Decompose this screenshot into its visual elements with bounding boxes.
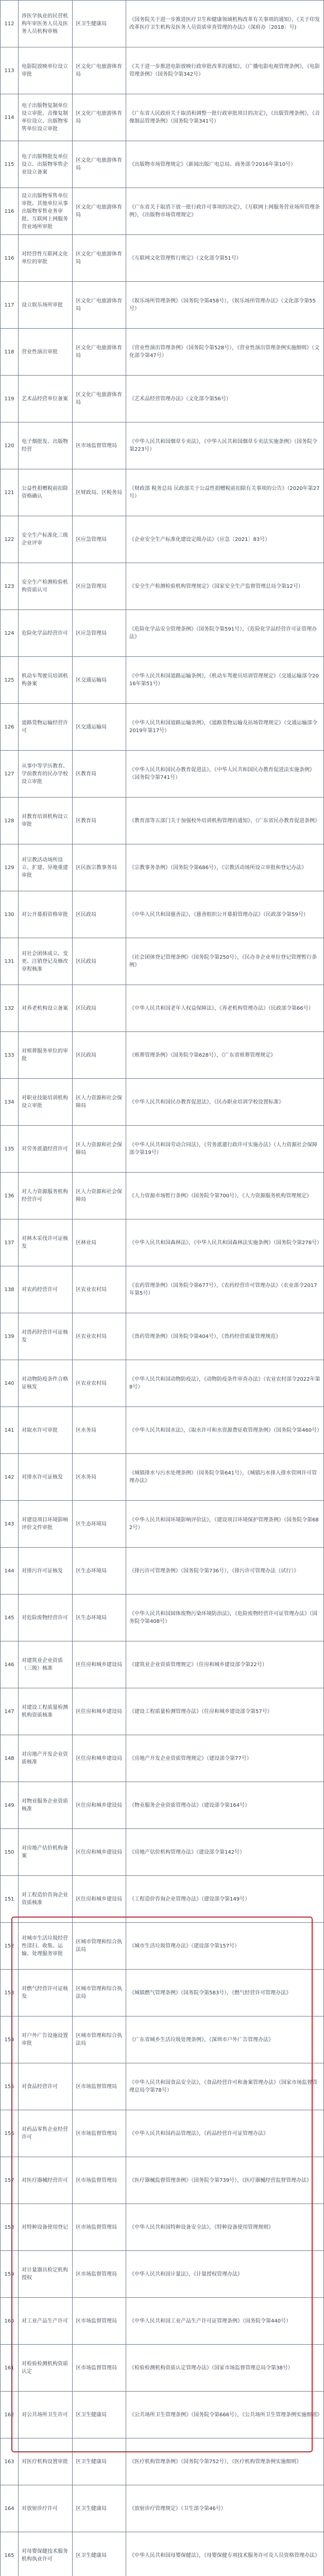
row-item-name: 安全生产检测检验机构资质认可: [19, 563, 73, 610]
row-item-name: 对教育培训机构设立审批: [19, 798, 73, 844]
table-row: [1, 47, 324, 94]
row-legal-basis: 《营业性演出管理条例》（国务院令第528号），《营业性演出管理条例实施细则》（文化部令第47号）: [126, 329, 324, 376]
table-row: [1, 1782, 324, 1829]
table-row: [1, 469, 324, 516]
row-item-name: 对医疗机构设置审批: [19, 2438, 73, 2485]
table-row: [1, 1501, 324, 1548]
row-item-name: 对燃气经营许可证核发: [19, 1970, 73, 2016]
row-department: 区文化广电旅游体育局: [73, 94, 126, 141]
row-item-name: 对危险废物经营许可: [19, 1595, 73, 1641]
row-department: 区应急管理局: [73, 563, 126, 610]
row-legal-basis: 《医疗器械监督管理条例》（国务院令第739号），《医疗器械经营监督管理办法》: [126, 2157, 324, 2204]
row-item-name: 对城市生活垃圾经营性清扫、收集、运输、处理服务审批: [19, 1923, 73, 1970]
row-item-name: 对医疗器械经营许可: [19, 2157, 73, 2204]
row-department: 区文化广电旅游体育局: [73, 47, 126, 94]
row-department: 区交通运输局: [73, 704, 126, 751]
row-department: 区人力资源和社会保障局: [73, 1173, 126, 1219]
row-legal-basis: 《宗教事务条例》（国务院令第686号），《宗教活动场所设立审批和登记办法》: [126, 844, 324, 891]
row-item-name: 对林木采伐许可证核发: [19, 1219, 73, 1266]
table-row: [1, 235, 324, 282]
row-item-name: 对殡葬服务单位的审批: [19, 1032, 73, 1079]
row-legal-basis: 《中华人民共和国母婴保健法》，《母婴保健专项技术服务许可及人员资格管理办法》: [126, 2532, 324, 2576]
table-row: [1, 516, 324, 563]
table-row: [1, 2016, 324, 2063]
table-row: [1, 2392, 324, 2438]
row-legal-basis: 《中华人民共和国药品管理法》，《药品经营许可证管理办法》: [126, 2110, 324, 2157]
row-legal-basis: 《互联网文化管理暂行规定》（文化部令第51号）: [126, 235, 324, 282]
row-legal-basis: 《娱乐场所管理条例》（国务院令第458号），《娱乐场所管理办法》（文化部令第55号）: [126, 282, 324, 329]
row-legal-basis: 《公共场所卫生管理条例》（国务院令第666号），《公共场所卫生管理条例实施细则》: [126, 2392, 324, 2438]
row-department: 区文化广电旅游体育局: [73, 188, 126, 235]
row-department: 区市场监督管理局: [73, 2251, 126, 2298]
row-item-name: 从事中等学历教育、学前教育的民办学校设立审批: [19, 751, 73, 798]
table-row: [1, 1641, 324, 1688]
table-row: [1, 188, 324, 235]
row-item-name: 对房地产开发企业资质核准: [19, 1735, 73, 1782]
row-department: 区水务局: [73, 1407, 126, 1454]
row-item-name: 电子出版物复制单位设立审批、音像复制单位设立、出版物零售单位设立审批: [19, 94, 73, 141]
row-number: 148: [1, 1735, 19, 1782]
row-number: 165: [1, 2532, 19, 2576]
row-number: 122: [1, 516, 19, 563]
row-legal-basis: 《中华人民共和国计量法》，《计量授权管理办法》: [126, 2251, 324, 2298]
row-legal-basis: 《中华人民共和国动物防疫法》，《动物防疫条件审查办法》（农业农村部令2022年第8号）: [126, 1360, 324, 1407]
table-row: [1, 1688, 324, 1735]
row-item-name: 对计量器具检定机构授权: [19, 2251, 73, 2298]
row-legal-basis: 《殡葬管理条例》（国务院令第628号），《广东省殡葬管理规定》: [126, 1032, 324, 1079]
row-item-name: 对排水许可证核发: [19, 1454, 73, 1501]
row-department: 区文化广电旅游体育局: [73, 376, 126, 422]
row-number: 126: [1, 704, 19, 751]
row-department: 区农业农村局: [73, 1360, 126, 1407]
row-legal-basis: 《物业服务企业资质管理办法》（建设部令第164号）: [126, 1782, 324, 1829]
table-row: [1, 704, 324, 751]
row-legal-basis: 《中华人民共和国工业产品生产许可证管理条例》（国务院令第440号）: [126, 2298, 324, 2345]
row-number: 133: [1, 1032, 19, 1079]
row-legal-basis: 《房地产估价机构管理办法》（建设部令第142号）: [126, 1829, 324, 1876]
row-item-name: 对宗教活动场所设立、扩建、异地重建审批: [19, 844, 73, 891]
row-department: 区文化广电旅游体育局: [73, 235, 126, 282]
row-number: 150: [1, 1829, 19, 1876]
row-number: 131: [1, 938, 19, 985]
row-number: 162: [1, 2392, 19, 2438]
row-department: 区市场监督管理局: [73, 2110, 126, 2157]
row-item-name: 设立娱乐场所审批: [19, 282, 73, 329]
row-number: 125: [1, 657, 19, 704]
row-department: 区应急管理局: [73, 516, 126, 563]
row-department: 区生态环境局: [73, 1501, 126, 1548]
table-row: [1, 1829, 324, 1876]
row-department: 区住房和城乡建设局: [73, 1876, 126, 1923]
table-row: [1, 282, 324, 329]
row-item-name: 营业性演出审批: [19, 329, 73, 376]
row-number: 115: [1, 141, 19, 188]
row-department: 区卫生健康局: [73, 2438, 126, 2485]
row-legal-basis: 《艺术品经营管理办法》（文化部令第56号）: [126, 376, 324, 422]
row-department: 区人力资源和社会保障局: [73, 1079, 126, 1126]
row-item-name: 对工业产品生产许可: [19, 2298, 73, 2345]
table-row: [1, 563, 324, 610]
table-row: [1, 1970, 324, 2016]
table-row: [1, 2298, 324, 2345]
row-department: 区民政局: [73, 985, 126, 1032]
row-legal-basis: 《财政部 税务总局 民政部关于公益性捐赠税前扣除有关事项的公告》（2020年第27号）: [126, 469, 324, 516]
row-department: 区城市管理和综合执法局: [73, 1970, 126, 2016]
row-number: 138: [1, 1266, 19, 1313]
row-number: 155: [1, 2063, 19, 2110]
row-legal-basis: 《医疗机构管理条例》（国务院令第752号），《医疗机构管理条例实施细则》: [126, 2438, 324, 2485]
row-legal-basis: 《危险化学品安全管理条例》（国务院令第591号），《危险化学品经营许可证管理办法》: [126, 610, 324, 657]
row-legal-basis: 《关于进一步推进电影放映行政审批改革的通知》，《广播电影电视管理条例》，《电影管理条例》（国务院令第342号）: [126, 47, 324, 94]
row-item-name: 对兽药经营许可证核发: [19, 1313, 73, 1360]
row-department: 区文化广电旅游体育局: [73, 329, 126, 376]
table-row: [1, 891, 324, 938]
table-row: [1, 938, 324, 985]
table-row: [1, 141, 324, 188]
row-department: 区教育局: [73, 798, 126, 844]
row-legal-basis: 《兽药管理条例》（国务院令第404号），《兽药经营质量管理规范》: [126, 1313, 324, 1360]
table-row: [1, 1126, 324, 1173]
row-number: 158: [1, 2204, 19, 2251]
row-item-name: 对公开募捐资格审批: [19, 891, 73, 938]
row-number: 134: [1, 1079, 19, 1126]
row-legal-basis: 《放射诊疗管理规定》（卫生部令第46号）: [126, 2485, 324, 2532]
row-department: 区卫生健康局: [73, 2532, 126, 2576]
row-department: 区生态环境局: [73, 1595, 126, 1641]
row-number: 118: [1, 329, 19, 376]
row-item-name: 对取水许可审批: [19, 1407, 73, 1454]
table-row: [1, 844, 324, 891]
row-item-name: 对物业服务企业资质核准: [19, 1782, 73, 1829]
row-department: 区城市管理和综合执法局: [73, 1923, 126, 1970]
row-legal-basis: 《建设工程质量检测管理办法》（住房和城乡建设部令第57号）: [126, 1688, 324, 1735]
table-row: [1, 94, 324, 141]
table-row: [1, 610, 324, 657]
row-number: 124: [1, 610, 19, 657]
table-row: [1, 1735, 324, 1782]
row-legal-basis: 《工程造价咨询企业管理办法》（建设部令第149号）: [126, 1876, 324, 1923]
table-row: [1, 1266, 324, 1313]
row-item-name: 电影院放映单位设立审批: [19, 47, 73, 94]
row-number: 146: [1, 1641, 19, 1688]
row-legal-basis: 《出版物市场管理规定》（新闻出版广电总局、商务部令2016年第10号）: [126, 141, 324, 188]
row-department: 区教育局: [73, 751, 126, 798]
row-number: 137: [1, 1219, 19, 1266]
row-item-name: 对动物防疫条件合格证核发: [19, 1360, 73, 1407]
row-number: 149: [1, 1782, 19, 1829]
row-item-name: 艺术品经营单位备案: [19, 376, 73, 422]
row-number: 136: [1, 1173, 19, 1219]
row-department: 区住房和城乡建设局: [73, 1829, 126, 1876]
table-row: [1, 1313, 324, 1360]
row-legal-basis: 《安全生产检测检验机构管理规定》（国家安全生产监督管理总局令第12号）: [126, 563, 324, 610]
row-item-name: 设立出版物零售单位审批、其他单位从事出版物零售业务审批、互联网上网服务营业场所审批: [19, 188, 73, 235]
table-row: [1, 751, 324, 798]
row-number: 159: [1, 2251, 19, 2298]
row-department: 区民政局: [73, 891, 126, 938]
row-number: 113: [1, 47, 19, 94]
table-row: [1, 1173, 324, 1219]
row-item-name: 对养老机构设立备案: [19, 985, 73, 1032]
row-legal-basis: 《中华人民共和国道路运输条例》，《机动车驾驶员培训管理规定》（交通运输部令2016年第51号）: [126, 657, 324, 704]
row-number: 117: [1, 282, 19, 329]
table-row: [1, 2251, 324, 2298]
row-department: 区生态环境局: [73, 1548, 126, 1595]
row-legal-basis: 《农药管理条例》（国务院令第677号），《农药经营许可管理办法》（农业部令2017年第5号）: [126, 1266, 324, 1313]
row-legal-basis: 《城镇燃气管理条例》（国务院令第583号），《燃气经营许可管理办法》: [126, 1970, 324, 2016]
row-legal-basis: 《社会团体登记管理条例》（国务院令第250号），《民办非企业单位登记管理暂行条例》: [126, 938, 324, 985]
row-department: 区市场监督管理局: [73, 422, 126, 469]
row-legal-basis: 《中华人民共和国道路运输条例》，《道路货物运输及站场管理规定》（交通运输部令2019年第17号）: [126, 704, 324, 751]
row-number: 160: [1, 2298, 19, 2345]
row-number: 127: [1, 751, 19, 798]
table-row: [1, 2204, 324, 2251]
row-item-name: 对公共场所卫生许可: [19, 2392, 73, 2438]
row-department: 区农业农村局: [73, 1313, 126, 1360]
row-item-name: 对特种设备使用登记: [19, 2204, 73, 2251]
row-legal-basis: 《房地产开发企业资质管理规定》（建设部令第77号）: [126, 1735, 324, 1782]
row-department: 区民族宗教事务局: [73, 844, 126, 891]
row-number: 141: [1, 1407, 19, 1454]
row-number: 156: [1, 2110, 19, 2157]
row-item-name: 对食品经营许可: [19, 2063, 73, 2110]
row-department: 区住房和城乡建设局: [73, 1641, 126, 1688]
row-number: 151: [1, 1876, 19, 1923]
row-department: 区城市管理和综合执法局: [73, 2016, 126, 2063]
row-department: 区住房和城乡建设局: [73, 1782, 126, 1829]
row-number: 139: [1, 1313, 19, 1360]
table-body: [1, 1, 324, 2576]
row-item-name: 对药品零售企业经营许可: [19, 2110, 73, 2157]
row-item-name: 危险化学品经营许可: [19, 610, 73, 657]
row-number: 140: [1, 1360, 19, 1407]
table-row: [1, 2485, 324, 2532]
row-item-name: 对排污许可证核发: [19, 1548, 73, 1595]
row-legal-basis: 《建筑业企业资质管理规定》（住房和城乡建设部令第22号）: [126, 1641, 324, 1688]
row-number: 161: [1, 2345, 19, 2392]
row-legal-basis: 《中华人民共和国固体废物污染环境防治法》，《危险废物经营许可证管理办法》（国务院令第408号）: [126, 1595, 324, 1641]
row-number: 145: [1, 1595, 19, 1641]
row-item-name: 对农药经营许可: [19, 1266, 73, 1313]
row-legal-basis: 《中华人民共和国民办教育促进法》，《民办职业培训学校设置标准》: [126, 1079, 324, 1126]
row-number: 119: [1, 376, 19, 422]
row-department: 区林业局: [73, 1219, 126, 1266]
row-department: 区交通运输局: [73, 657, 126, 704]
row-legal-basis: 《中华人民共和国水法》，《取水许可和水资源费征收管理条例》（国务院令第460号）: [126, 1407, 324, 1454]
row-item-name: 对放射诊疗许可: [19, 2485, 73, 2532]
row-item-name: 对建设工程质量检测机构资质核准: [19, 1688, 73, 1735]
row-number: 128: [1, 798, 19, 844]
row-item-name: 机动车驾驶员培训机构备案: [19, 657, 73, 704]
row-department: 区人力资源和社会保障局: [73, 1126, 126, 1173]
row-department: 区卫生健康局: [73, 1, 126, 47]
row-number: 116: [1, 188, 19, 235]
row-number: 164: [1, 2485, 19, 2532]
table-row: [1, 985, 324, 1032]
row-department: 区市场监督管理局: [73, 2204, 126, 2251]
row-item-name: 电子烟批发、出版物经营: [19, 422, 73, 469]
row-department: 区财政局、区税务局: [73, 469, 126, 516]
row-number: 112: [1, 1, 19, 47]
row-department: 区市场监督管理局: [73, 2345, 126, 2392]
table-row: [1, 1079, 324, 1126]
row-department: 区卫生健康局: [73, 2485, 126, 2532]
row-number: 153: [1, 1970, 19, 2016]
row-legal-basis: 《中华人民共和国环境影响评价法》，《建设项目环境保护管理条例》（国务院令第682号）: [126, 1501, 324, 1548]
row-legal-basis: 《中华人民共和国森林法》，《中华人民共和国森林法实施条例》（国务院令第278号）: [126, 1219, 324, 1266]
row-legal-basis: 《国务院关于进一步推进医疗卫生和健康领域机构改革有关事项的通知》，《关于印发改革医疗卫生机构及医务人员资质审查管理的办法》（深府办〔2018〕号): [126, 1, 324, 47]
table-row: [1, 376, 324, 422]
row-number: 129: [1, 844, 19, 891]
row-number: 152: [1, 1923, 19, 1970]
row-item-name: 对工程造价咨询企业资质核准: [19, 1876, 73, 1923]
row-department: 区市场监督管理局: [73, 2298, 126, 2345]
row-legal-basis: 《教育部等五部门关于加强校外培训机构管理的通知》，《广东省民办教育促进条例》: [126, 798, 324, 844]
row-item-name: 对劳务派遣经营许可: [19, 1126, 73, 1173]
row-legal-basis: 《中华人民共和国食品安全法》，《食品经营许可和备案管理办法》（国家市场监督管理总局令第78号）: [126, 2063, 324, 2110]
table-row: [1, 1219, 324, 1266]
table-row: [1, 1595, 324, 1641]
row-department: 区农业农村局: [73, 1266, 126, 1313]
table-row: [1, 1923, 324, 1970]
row-item-name: 对户外广告设施设置审批: [19, 2016, 73, 2063]
row-department: 区市场监督管理局: [73, 2063, 126, 2110]
row-legal-basis: 《城镇排水与污水处理条例》（国务院令第641号），《城镇污水排入排水管网许可管理办法》: [126, 1454, 324, 1501]
row-legal-basis: 《中华人民共和国慈善法》，《慈善组织公开募捐管理办法》（民政部令第59号）: [126, 891, 324, 938]
row-number: 154: [1, 2016, 19, 2063]
row-number: 135: [1, 1126, 19, 1173]
row-number: 121: [1, 469, 19, 516]
row-number: 123: [1, 563, 19, 610]
row-number: 120: [1, 422, 19, 469]
table-row: [1, 2110, 324, 2157]
row-department: 区民政局: [73, 1032, 126, 1079]
row-number: 142: [1, 1454, 19, 1501]
row-number: 144: [1, 1548, 19, 1595]
row-item-name: 公益性捐赠税前扣除资格确认: [19, 469, 73, 516]
row-legal-basis: 《中华人民共和国老年人权益保障法》，《养老机构管理办法》（民政部令第66号）: [126, 985, 324, 1032]
row-legal-basis: 《中华人民共和国特种设备安全法》，《特种设备使用管理规则》: [126, 2204, 324, 2251]
table-row: [1, 2532, 324, 2576]
row-legal-basis: 《城市生活垃圾管理办法》（建设部令第157号）: [126, 1923, 324, 1970]
row-item-name: 涉医学执业的民营机构年审医务人员及医务人员机构审核: [19, 1, 73, 47]
row-item-name: 对经营性互联网文化单位的审批: [19, 235, 73, 282]
row-legal-basis: 《中华人民共和国烟草专卖法》，《中华人民共和国烟草专卖法实施条例》（国务院令第223号）: [126, 422, 324, 469]
row-item-name: 对建筑业企业资质（三级）核准: [19, 1641, 73, 1688]
row-department: 区文化广电旅游体育局: [73, 141, 126, 188]
row-item-name: 对母婴保健技术服务机构执业许可: [19, 2532, 73, 2576]
row-number: 130: [1, 891, 19, 938]
row-department: 区住房和城乡建设局: [73, 1735, 126, 1782]
row-legal-basis: 《检验检测机构资质认定管理办法》（国家市场监督管理总局令第38号）: [126, 2345, 324, 2392]
table-row: [1, 2157, 324, 2204]
row-item-name: 电子出版物批发单位设立、出版物零售企业设立备案: [19, 141, 73, 188]
table-row: [1, 1032, 324, 1079]
row-number: 143: [1, 1501, 19, 1548]
row-item-name: 对人力资源服务机构经营许可: [19, 1173, 73, 1219]
row-department: 区卫生健康局: [73, 2392, 126, 2438]
table-row: [1, 2063, 324, 2110]
row-number: 147: [1, 1688, 19, 1735]
table-row: [1, 1876, 324, 1923]
table-row: [1, 1, 324, 47]
table-row: [1, 2438, 324, 2485]
table-row: [1, 329, 324, 376]
row-legal-basis: 《广东省人民政府关于取消和调整一批行政审批项目的决定》，《出版管理条例》，《音像制品管理条例》（国务院令第341号）: [126, 94, 324, 141]
row-number: 163: [1, 2438, 19, 2485]
table-row: [1, 657, 324, 704]
row-item-name: 对职业技能培训机构设立审批: [19, 1079, 73, 1126]
row-department: 区水务局: [73, 1454, 126, 1501]
table-row: [1, 1360, 324, 1407]
row-legal-basis: 《企业安全生产标准化建设定级办法》（应急〔2021〕83号）: [126, 516, 324, 563]
row-department: 区民政局: [73, 938, 126, 985]
row-department: 区市场监督管理局: [73, 2157, 126, 2204]
row-item-name: 道路货物运输经营许可: [19, 704, 73, 751]
table-row: [1, 1548, 324, 1595]
row-department: 区住房和城乡建设局: [73, 1688, 126, 1735]
table-row: [1, 422, 324, 469]
row-item-name: 对建设项目环境影响评价文件审批: [19, 1501, 73, 1548]
row-item-name: 对房地产估价机构备案: [19, 1829, 73, 1876]
row-legal-basis: 《广东省关于取消下放一批行政许可事项的决定》，《互联网上网服务营业场所管理条例》，《出版物市场管理规定》: [126, 188, 324, 235]
table-row: [1, 1454, 324, 1501]
row-number: 157: [1, 2157, 19, 2204]
row-department: 区应急管理局: [73, 610, 126, 657]
row-number: 114: [1, 94, 19, 141]
row-number: 116: [1, 235, 19, 282]
row-department: 区文化广电旅游体育局: [73, 282, 126, 329]
row-item-name: 对社会团体成立、变更、注销登记及修改章程核准: [19, 938, 73, 985]
row-item-name: 对检验检测机构资质认定: [19, 2345, 73, 2392]
row-legal-basis: 《人力资源市场暂行条例》（国务院令第700号），《人力资源服务机构管理规定》: [126, 1173, 324, 1219]
row-number: 132: [1, 985, 19, 1032]
row-item-name: 安全生产标准化三级企业评审: [19, 516, 73, 563]
row-legal-basis: 《排污许可管理条例》（国务院令第736号），《排污许可管理办法（试行）》: [126, 1548, 324, 1595]
row-legal-basis: 《中华人民共和国劳动合同法》，《劳务派遣行政许可实施办法》（人力资源社会保障部令第19号）: [126, 1126, 324, 1173]
table-row: [1, 798, 324, 844]
table-row: [1, 1407, 324, 1454]
row-legal-basis: 《广东省城乡生活垃圾处理条例》，《深圳市户外广告管理办法》: [126, 2016, 324, 2063]
table-row: [1, 2345, 324, 2392]
row-legal-basis: 《中华人民共和国民办教育促进法》，《中华人民共和国民办教育促进法实施条例》（国务院令第741号）: [126, 751, 324, 798]
